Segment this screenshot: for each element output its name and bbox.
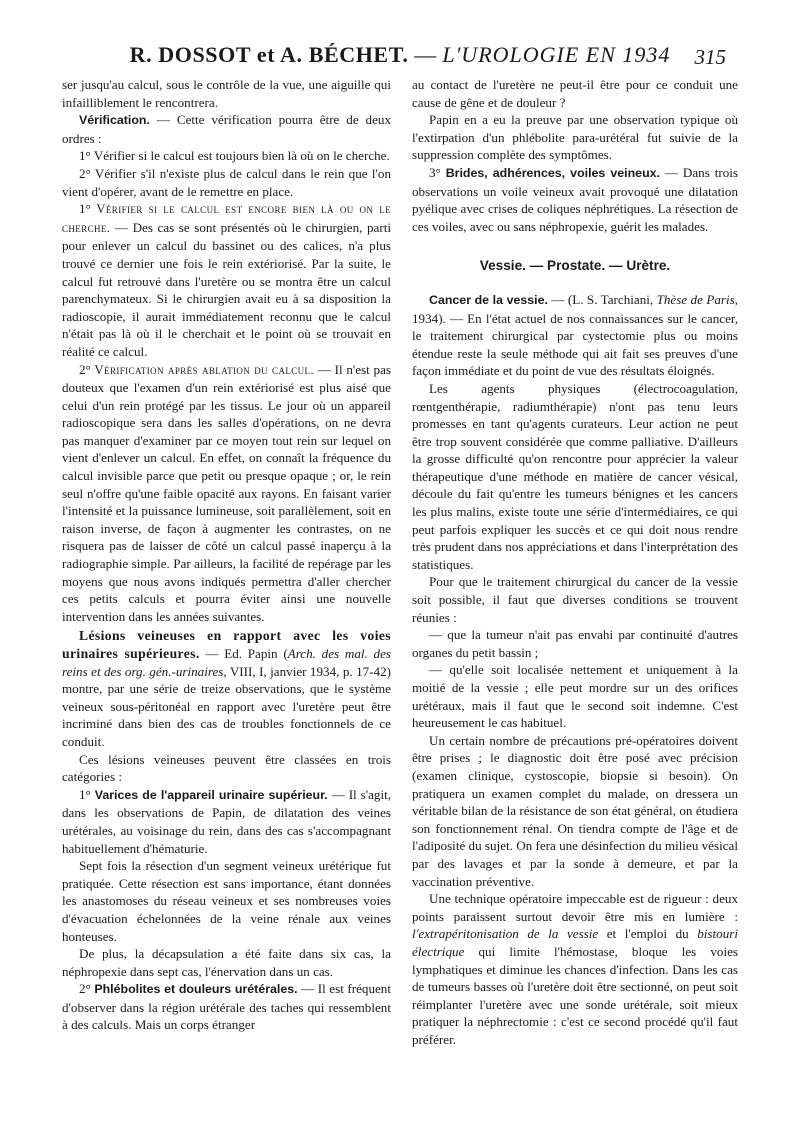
technique-text-c: qui limite l'hémostase, bloque les voies lymphatiques et diminue les chances d'infection. Dans les cas de tumeurs basses où l'uretère doit être sectionné, on peut soit réimplanter l'uretère avec une sonde urétérale, soit mieux pratiquer la néphrectomie : c'est ce second procédé qu'il faut préférer. [412, 943, 738, 1047]
paragraph: ser jusqu'au calcul, sous le contrôle de la vue, une aiguille qui infailliblement le rencontrera. [62, 77, 391, 110]
page-number: 315 [694, 45, 726, 69]
category-1-text: — Il s'agit, dans les observations de Papin, de dilatation des veines urétérales, au voisinage du rein, dans des cas s'accompagnant habituellement d'hématurie. [62, 786, 392, 856]
category-3-heading: Brides, adhérences, voiles veineux. [445, 165, 660, 180]
cancer-reference: Thèse de Paris [656, 291, 735, 307]
left-column [62, 76, 391, 1034]
item-number: 1° [79, 786, 95, 802]
category-2-text: — Il est fréquent d'observer dans la région urétérale des taches qui ressemblent à des calculs. Mais un corps étranger [62, 981, 391, 1033]
paragraph: Sept fois la résection d'un segment veineux urétérique fut pratiquée. Cette résection est sans importance, étant données les anastomoses du réseau veineux et ses nombreuses voies d'évacuation échelonnées de la veine rénale aux veines honteuses. [62, 858, 391, 944]
verification-1-heading: Vérifier si le calcul est encore bien là ou on le cherche. [62, 202, 391, 235]
category-1-heading: Varices de l'appareil urinaire supérieur. [94, 787, 328, 802]
list-item: 1° Vérifier si le calcul est toujours bien là où on le cherche. [79, 148, 390, 164]
header-dash: — [408, 42, 443, 67]
lesions-dash: — Ed. Papin ( [199, 646, 288, 661]
list-item: 2° Vérifier s'il n'existe plus de calcul dans le rein que l'on vient d'opérer, avant de le remettre en place. [62, 165, 391, 199]
verification-paragraph [62, 111, 391, 147]
right-column [412, 76, 738, 1048]
category-1-paragraph [62, 786, 391, 857]
running-header [0, 36, 800, 76]
technique-emphasis-1: l'extrapéritonisation de la vessie [412, 926, 599, 942]
condition-item: — qu'elle soit localisée nettement et uniquement à la moitié de la vessie ; elle peut mordre sur un des orifices urétéraux, mais il faut que le second soit indemne. C'est heureusement le cas habituel. [412, 662, 738, 731]
technique-text-b: et l'emploi du [598, 926, 698, 942]
paragraph: Ces lésions veineuses peuvent être classées en trois catégories : [62, 751, 391, 785]
header-journal: L'UROLOGIE EN 1934 [442, 42, 671, 67]
lesions-paragraph [62, 627, 391, 750]
cancer-heading: Cancer de la vessie. [429, 292, 548, 307]
item-number: 2° [79, 981, 95, 997]
verification-2-paragraph [62, 361, 391, 626]
condition-item: — que la tumeur n'ait pas envahi par continuité d'autres organes du petit bassin ; [412, 627, 738, 660]
paragraph: Papin en a eu la preuve par une observation typique où l'extirpation d'un phlébolite para-urétéral fut suivie de la suppression complète des symptômes. [412, 112, 738, 163]
category-3-paragraph [412, 164, 738, 235]
item-number: 3° [429, 164, 446, 180]
verification-text: — Cette vérification pourra être de deux ordres : [62, 112, 391, 146]
item-number: 1° [79, 201, 97, 217]
paragraph: au contact de l'uretère ne peut-il être pour ce conduit une cause de gêne et de douleur ? [412, 77, 738, 110]
paragraph: De plus, la décapsulation a été faite dans six cas, la néphropexie dans sept cas, l'énervation dans un cas. [62, 946, 391, 979]
verification-1-paragraph [62, 200, 391, 360]
header-title [0, 42, 800, 68]
lesions-text: , VIII, I, janvier 1934, p. 17-42) montre, par une série de treize observations, que le système veineux sous-péritonéal en rapport avec l'uretère peut être incriminé dans bien des cas de troubles fonctionnels de ce conduit. [62, 663, 391, 749]
verification-2-heading: Vérification après ablation du calcul. [94, 362, 314, 377]
category-2-paragraph [62, 980, 391, 1034]
paragraph: Les agents physiques (électrocoagulation, rœntgenthérapie, radiumthérapie) n'ont pas tenu leurs promesses en tant qu'agents curateurs. Leur action ne peut être trop souvent considérée que comme palliative. D'ailleurs la grosse difficulté qu'on rencontre pour apprécier la valeur thérapeutique d'une méthode en matière de cancer vésical, découle du fait qu'entre les tumeurs bénignes et les cancers les plus malins, existe toute une série d'intermédiaires, ce qui peut parfois expliquer les succès et ce qui doit nous rendre très prudent dans nos appréciations et dans l'interprétation des statistiques. [412, 380, 738, 572]
item-number: 2° [79, 361, 95, 377]
header-authors: R. DOSSOT et A. BÉCHET. [129, 42, 409, 67]
verification-1-text: — Des cas se sont présentés où le chirurgien, parti pour enlever un calcul du bassinet ou des calices, n'a plus trouvé ce dernier une fois le rein extériorisé. Par la suite, le calcul fut retrouvé dans l'uretère ou se montra être un calcul parenchymateux. Si le chirurgien avait eu à sa disposition la radioscopie, il aurait immédiatement reconnu que le calcul n'était pas là où il le cherchait et le point où se trouvait en réalité ce calcul. [62, 219, 391, 359]
technique-emphasis-2: bistouri électrique [412, 926, 738, 959]
technique-text-a: Une technique opératoire impeccable est de rigueur : deux points paraissent surtout devoir être mis en lumière : [412, 891, 738, 924]
paragraph: Pour que le traitement chirurgical du cancer de la vessie soit possible, il faut que diverses conditions se trouvent réunies : [412, 574, 738, 625]
lesions-reference: Arch. des mal. des reins et des org. gén.-urinaires [62, 646, 391, 679]
cancer-text: , 1934). — En l'état actuel de nos connaissances sur le cancer, le traitement chirurgical par cystectomie plus ou moins étendue reste la seule méthode qui ait fait ses preuves d'une façon immédiate et du point de vue des résultats éloignés. [412, 291, 738, 379]
category-3-text: — Dans trois observations un voile veineux avait provoqué une dilatation pyélique avec crises de coliques néphrétiques. La résection de ces voiles, avec ou sans néphropexie, guérit les malades. [412, 164, 738, 234]
lesions-heading: Lésions veineuses en rapport avec les voies urinaires supérieures. [62, 628, 391, 661]
cancer-paragraph [412, 291, 738, 380]
category-2-heading: Phlébolites et douleurs urétérales. [94, 982, 298, 997]
verification-2-text: — Il n'est pas douteux que l'examen d'un rein extériorisé est plus aisé que celui d'un rein protégé par les tissus. Le jour où un appareil radioscopique sera dans les salles d'opérations, on ne devra pas manquer d'examiner par ce moyen tout rein sur lequel on vient d'enlever un calcul. En effet, on connaît la fréquence du calcul invisible parce que petit ou presque opaque ; or, le rein seul n'offre qu'une faible opacité aux rayons. En faisant varier l'intensité et la puissance lumineuse, soit parallèlement, soit en raison inverse, de façon à augmenter les contrastes, on ne risquera pas de laisser de côté un calcul passé inaperçu à la radiographie simple. Par ailleurs, la facilité de repérage par les moyens que nous avons indiqués permettra d'aller chercher ces petits calculs et pourra éviter ainsi une nouvelle intervention dans les années suivantes. [62, 361, 392, 624]
cancer-ref-prefix: — (L. S. Tarchiani, [547, 291, 657, 307]
technique-paragraph [412, 890, 738, 1048]
section-title: Vessie. — Prostate. — Urètre. [479, 258, 671, 274]
verification-heading: Vérification. [79, 113, 150, 128]
paragraph: Un certain nombre de précautions pré-opératoires doivent être prises ; le diagnostic doit être posé avec précision (examen clinique, cystoscopie, biopsie si besoin). On pratiquera un examen complet du malade, on dressera un véritable bilan de la résistance de son état général, on étudiera son fonctionnement rénal. On tiendra compte de l'âge et de l'adiposité du sujet. On fera une désinfection du milieu vésical par des lavages et par la sonde à demeure, et par la vaccination préventive. [412, 732, 738, 889]
